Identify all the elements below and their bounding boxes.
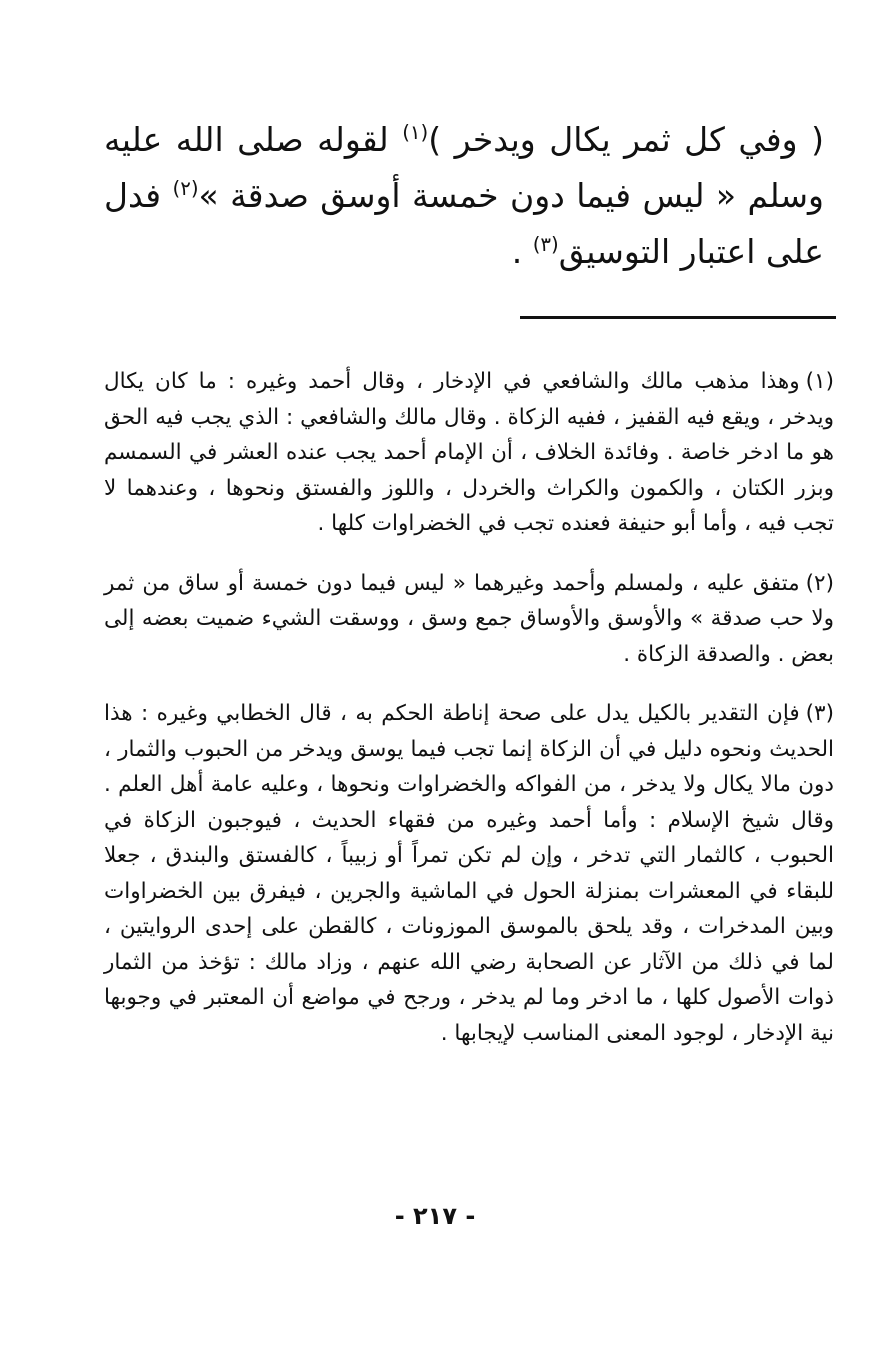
footnote-number: (٢)	[805, 570, 834, 596]
footnote-number: (١)	[805, 369, 834, 394]
footnote-1	[104, 364, 834, 542]
footnote-ref-2: (٢)	[172, 177, 199, 200]
main-text-part-3: فدل على اعتبار التوسيق	[104, 176, 824, 271]
footnote-3	[104, 696, 834, 1051]
main-text-part-2: لقوله صلى الله عليه وسلم « ليس فيما دون خمسة أوسق صدقة »	[104, 120, 824, 215]
footnote-text: فإن التقدير بالكيل يدل على صحة إناطة الحكم به ، قال الخطابي وغيره : هذا الحديث ونحوه دليل في أن الزكاة إنما تجب فيما يوسق ويدخر من الحبوب والثمار ، دون مالا يكال ولا يدخر ، من الفواكه والخضراوات ونحوها ، وعليه عامة أهل العلم . وقال شيخ الإسلام : وأما أحمد وغيره من فقهاء الحديث ، فيوجبون الزكاة في الحبوب ، كالثمار التي تدخر ، وإن لم تكن تمراً أو زبيباً ، كالفستق والبندق ، جعلا للبقاء في المعشرات بمنزلة الحول في الماشية والجرين ، فيفرق بين الخضراوات وبين المدخرات ، وقد يلحق بالموسق الموزونات ، كالقطن على إحدى الروايتين ، لما في ذلك من الآثار عن الصحابة رضي الله عنهم ، وزاد مالك : تؤخذ من الثمار ذوات الأصول كلها ، ما ادخر وما لم يدخر ، ورجح في مواضع أن المعتبر في وجوبها نية الإدخار ، لوجود المعنى المناسب لإيجابها .	[104, 701, 834, 1046]
main-text-part-1: ( وفي كل ثمر يكال ويدخر )	[428, 120, 824, 159]
footnote-text: وهذا مذهب مالك والشافعي في الإدخار ، وقال أحمد وغيره : ما كان يكال ويدخر ، ويقع فيه القفيز ، ففيه الزكاة . وقال مالك والشافعي : الذي يجب فيه الحق هو ما ادخر خاصة . وفائدة الخلاف ، أن الإمام أحمد يجب عنده العشر في السمسم وبزر الكتان ، والكمون والكراث والخردل ، واللوز والفستق ونحوها ، وعندهما لا تجب فيه ، وأما أبو حنيفة فعنده تجب في الخضراوات كلها .	[104, 369, 834, 536]
page-number: - ٢١٧ -	[394, 1202, 476, 1230]
footnote-separator	[520, 316, 836, 319]
footnote-ref-3: (٣)	[532, 233, 559, 256]
footnotes	[104, 364, 834, 1051]
main-paragraph	[104, 112, 824, 280]
main-text-part-4: .	[511, 232, 533, 271]
footnote-ref-1: (١)	[402, 121, 429, 144]
footnote-number: (٣)	[805, 701, 834, 726]
footnote-text: متفق عليه ، ولمسلم وأحمد وغيرهما « ليس فيما دون خمسة أو ساق من ثمر ولا حب صدقة » والأوسق والأوساق جمع وسق ، ووسقت الشيء ضميت بعضه إلى بعض . والصدقة الزكاة .	[104, 570, 834, 667]
main-text	[104, 112, 824, 280]
footnote-2	[104, 566, 834, 673]
